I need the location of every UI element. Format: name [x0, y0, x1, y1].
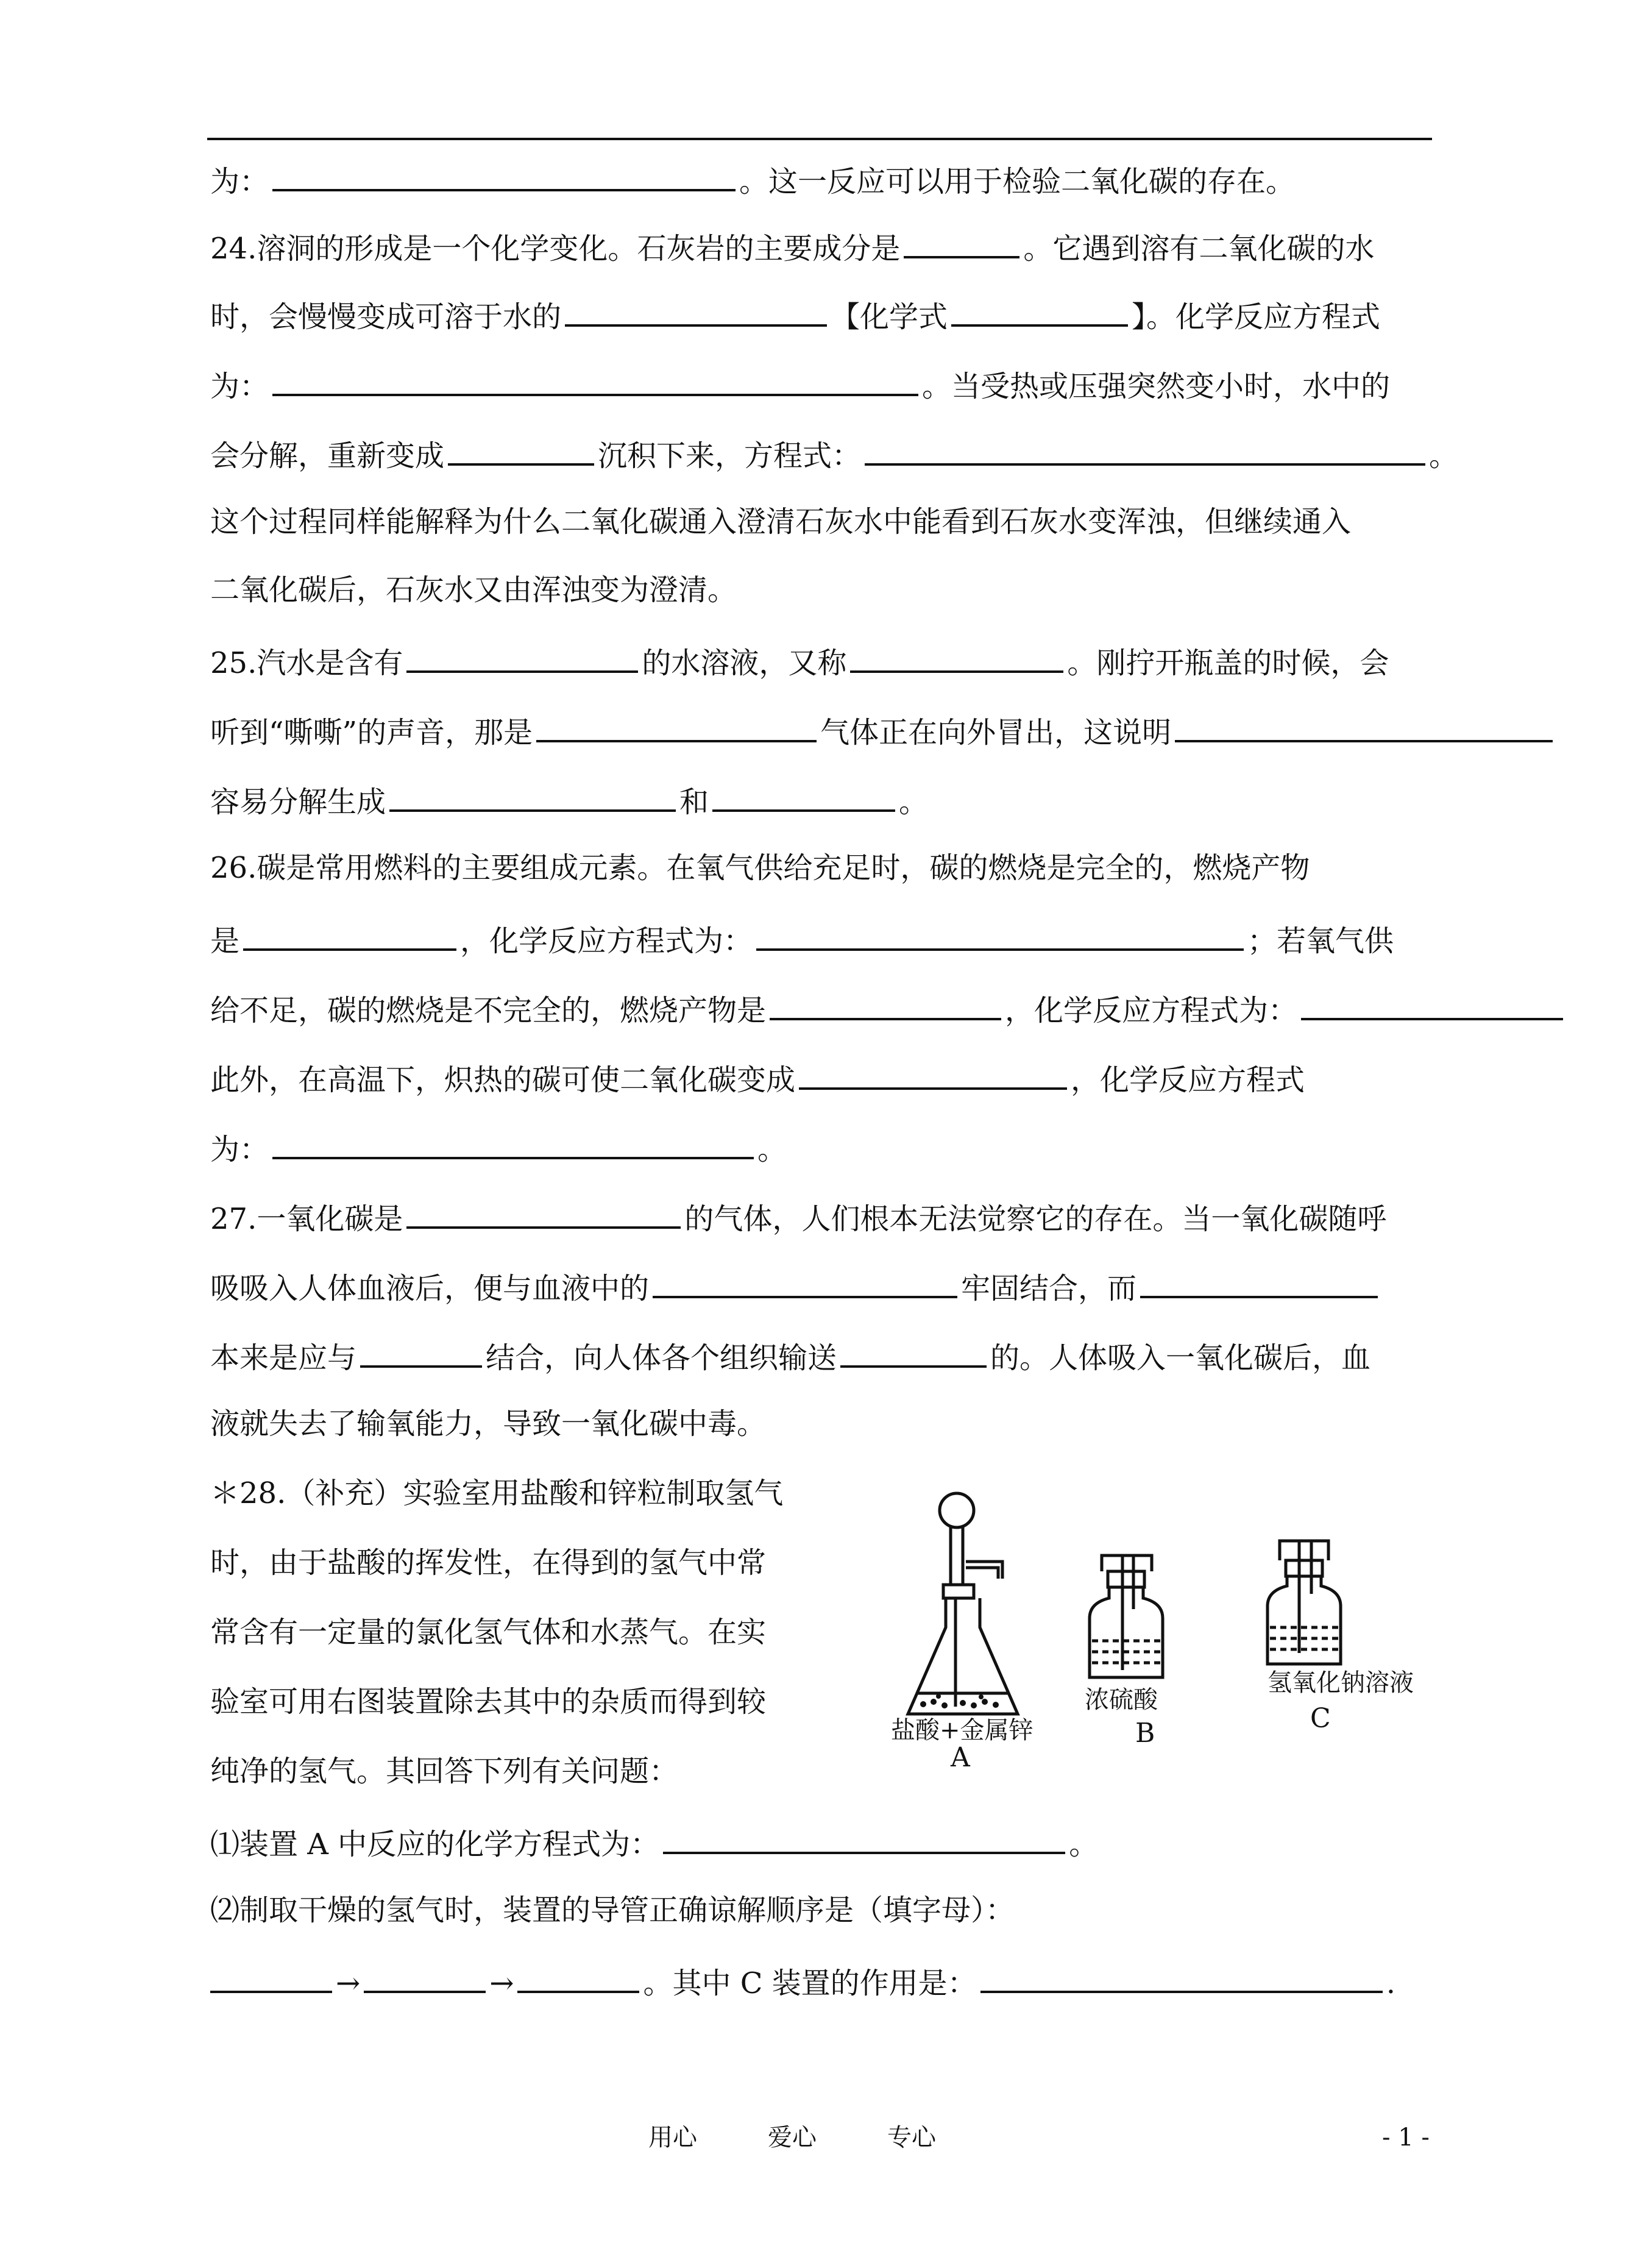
bottle-b-label: 浓硫酸 — [1085, 1686, 1158, 1714]
question-26-line-4 — [210, 1058, 1305, 1098]
text: 。 — [1429, 439, 1459, 473]
question-27-line-2 — [210, 1267, 1381, 1307]
question-25-line-2 — [210, 711, 1553, 751]
text: 结合，向人体各个组织输送 — [486, 1341, 837, 1375]
text: 为： — [210, 165, 269, 199]
answer-blank[interactable] — [1175, 711, 1553, 742]
question-28-part-1 — [210, 1822, 1098, 1863]
text: 。其中 C 装置的作用是： — [643, 1966, 977, 2000]
text: ，化学反应方程式为： — [1005, 994, 1298, 1028]
bottle-c-label: 氢氧化钠溶液 — [1268, 1669, 1414, 1697]
answer-blank[interactable] — [980, 1961, 1383, 1993]
answer-blank[interactable] — [799, 1058, 1067, 1090]
text: 这个过程同样能解释为什么二氧化碳通入澄清石灰水中能看到石灰水变浑浊，但继续通入 — [210, 505, 1352, 539]
question-26-line-5 — [210, 1128, 787, 1168]
answer-blank[interactable] — [536, 711, 817, 742]
answer-blank[interactable] — [904, 227, 1019, 258]
text: 时，会慢慢变成可溶于水的 — [210, 300, 562, 334]
text: 【化学式 — [831, 300, 948, 334]
flask-a-label: 盐酸+金属锌 — [891, 1716, 1034, 1744]
answer-blank[interactable] — [364, 1961, 486, 1993]
text: 液就失去了输氧能力，导致一氧化碳中毒。 — [210, 1407, 767, 1441]
text: 26.碳是常用燃料的主要组成元素。在氧气供给充足时，碳的燃烧是完全的，燃烧产物 — [210, 851, 1310, 885]
page-number: - 1 - — [1382, 2124, 1430, 2152]
question-28-line-4 — [210, 1683, 766, 1720]
answer-blank[interactable] — [653, 1267, 957, 1298]
text: 。刚拧开瓶盖的时候，会 — [1067, 646, 1389, 680]
question-28-part-2 — [210, 1892, 1015, 1929]
text: 牢固结合，而 — [961, 1271, 1137, 1306]
bottle-c — [1268, 1541, 1341, 1664]
text: 。 — [757, 1132, 787, 1167]
question-26-line-2 — [210, 919, 1394, 959]
text: 24.溶洞的形成是一个化学变化。石灰岩的主要成分是 — [210, 232, 901, 266]
apparatus-diagram — [865, 1487, 1450, 1768]
question-24-line-6 — [210, 572, 737, 608]
question-27-line-1 — [210, 1197, 1386, 1237]
text: 时，由于盐酸的挥发性，在得到的氢气中常 — [210, 1546, 767, 1580]
text: 本来是应与 — [210, 1341, 357, 1375]
answer-blank[interactable] — [565, 295, 827, 327]
text: . — [1386, 1966, 1395, 2000]
question-26-line-1 — [210, 850, 1310, 886]
text: 纯净的氢气。其回答下列有关问题： — [210, 1754, 679, 1788]
apparatus-figure — [865, 1487, 1450, 1768]
question-24-line-1 — [210, 227, 1374, 267]
text: 25.汽水是含有 — [210, 646, 403, 680]
text: 会分解，重新变成 — [210, 439, 445, 473]
question-24-line-3 — [210, 364, 1390, 405]
question-24-line-5 — [210, 503, 1351, 540]
text: 27.一氧化碳是 — [210, 1202, 403, 1236]
answer-blank[interactable] — [756, 919, 1244, 951]
flask-a-letter: A — [951, 1742, 970, 1768]
text: ＊28.（补充）实验室用盐酸和锌粒制取氢气 — [210, 1476, 784, 1510]
question-28-line-3 — [210, 1614, 766, 1651]
question-28-line-2 — [210, 1545, 766, 1581]
answer-blank[interactable] — [360, 1336, 482, 1368]
question-24-line-4 — [210, 434, 1458, 474]
question-25-line-3 — [210, 780, 928, 820]
answer-blank[interactable] — [1301, 989, 1563, 1020]
answer-blank[interactable] — [850, 641, 1063, 673]
text: 的。人体吸入一氧化碳后，血 — [990, 1341, 1371, 1375]
question-24-line-2 — [210, 295, 1380, 335]
footer-motto-3: 专心 — [887, 2124, 936, 2152]
footer-motto-2: 爱心 — [768, 2124, 817, 2152]
text: ，化学反应方程式 — [1071, 1063, 1305, 1097]
answer-blank[interactable] — [517, 1961, 639, 1993]
zinc-granules — [920, 1694, 999, 1708]
text: 气体正在向外冒出，这说明 — [820, 716, 1172, 750]
text: 二氧化碳后，石灰水又由浑浊变为澄清。 — [210, 573, 737, 607]
text: 。它遇到溶有二氧化碳的水 — [1023, 232, 1375, 266]
answer-blank[interactable] — [389, 780, 676, 812]
text: 容易分解生成 — [210, 785, 386, 819]
text: 和 — [679, 785, 709, 819]
text: 为： — [210, 1132, 269, 1167]
question-28-line-5 — [210, 1753, 678, 1790]
text: 为： — [210, 369, 269, 403]
answer-blank[interactable] — [1140, 1267, 1378, 1298]
text: 。 — [1069, 1827, 1099, 1861]
answer-blank[interactable] — [951, 295, 1128, 327]
question-25-line-1 — [210, 641, 1389, 681]
text: ；若氧气供 — [1247, 924, 1394, 958]
text: 的气体，人们根本无法觉察它的存在。当一氧化碳随呼 — [684, 1202, 1387, 1236]
text: ，化学反应方程式为： — [460, 924, 753, 958]
answer-blank[interactable] — [865, 434, 1425, 466]
answer-blank[interactable] — [272, 1128, 754, 1159]
flask-a — [908, 1493, 1018, 1714]
question-28-part-2-answers — [210, 1961, 1395, 2002]
answer-blank[interactable] — [406, 1197, 681, 1229]
text: 给不足，碳的燃烧是不完全的，燃烧产物是 — [210, 994, 767, 1028]
bottle-c-letter: C — [1310, 1703, 1331, 1734]
text: 听到“嘶嘶”的声音，那是 — [210, 716, 533, 750]
bottle-b — [1090, 1555, 1163, 1677]
question-28-line-1 — [210, 1475, 783, 1512]
arrow-icon: → — [489, 1966, 514, 2000]
answer-blank[interactable] — [272, 364, 918, 396]
text: 。 — [899, 785, 929, 819]
text: 】。化学反应方程式 — [1132, 300, 1381, 334]
bottle-b-letter: B — [1135, 1718, 1155, 1749]
answer-blank[interactable] — [210, 1961, 332, 1993]
text: 。这一反应可以用于检验二氧化碳的存在。 — [739, 165, 1296, 199]
question-27-line-3 — [210, 1336, 1370, 1376]
answer-blank[interactable] — [770, 989, 1001, 1020]
text: 验室可用右图装置除去其中的杂质而得到较 — [210, 1685, 767, 1719]
answer-blank[interactable] — [663, 1822, 1065, 1854]
answer-blank[interactable] — [840, 1336, 987, 1368]
text: 此外，在高温下，炽热的碳可使二氧化碳变成 — [210, 1063, 796, 1097]
answer-blank[interactable] — [448, 434, 594, 466]
arrow-icon: → — [336, 1966, 361, 2000]
footer-motto-1: 用心 — [648, 2124, 697, 2152]
answer-blank[interactable] — [406, 641, 638, 673]
answer-blank[interactable] — [272, 160, 736, 191]
line-1 — [210, 160, 1295, 200]
text: 沉积下来，方程式： — [598, 439, 862, 473]
text: 。当受热或压强突然变小时，水中的 — [922, 369, 1391, 403]
text: ⑵制取干燥的氢气时，装置的导管正确谅解顺序是（填字母）： — [210, 1893, 1015, 1927]
text: 是 — [210, 924, 240, 958]
answer-blank[interactable] — [712, 780, 895, 812]
text: 吸吸入人体血液后，便与血液中的 — [210, 1271, 650, 1306]
question-27-line-4 — [210, 1406, 766, 1442]
question-26-line-3 — [210, 989, 1563, 1029]
text: ⑴装置 A 中反应的化学方程式为： — [210, 1827, 660, 1861]
header-rule — [207, 138, 1432, 140]
answer-blank[interactable] — [243, 919, 456, 951]
text: 的水溶液，又称 — [642, 646, 847, 680]
text: 常含有一定量的氯化氢气体和水蒸气。在实 — [210, 1615, 767, 1649]
